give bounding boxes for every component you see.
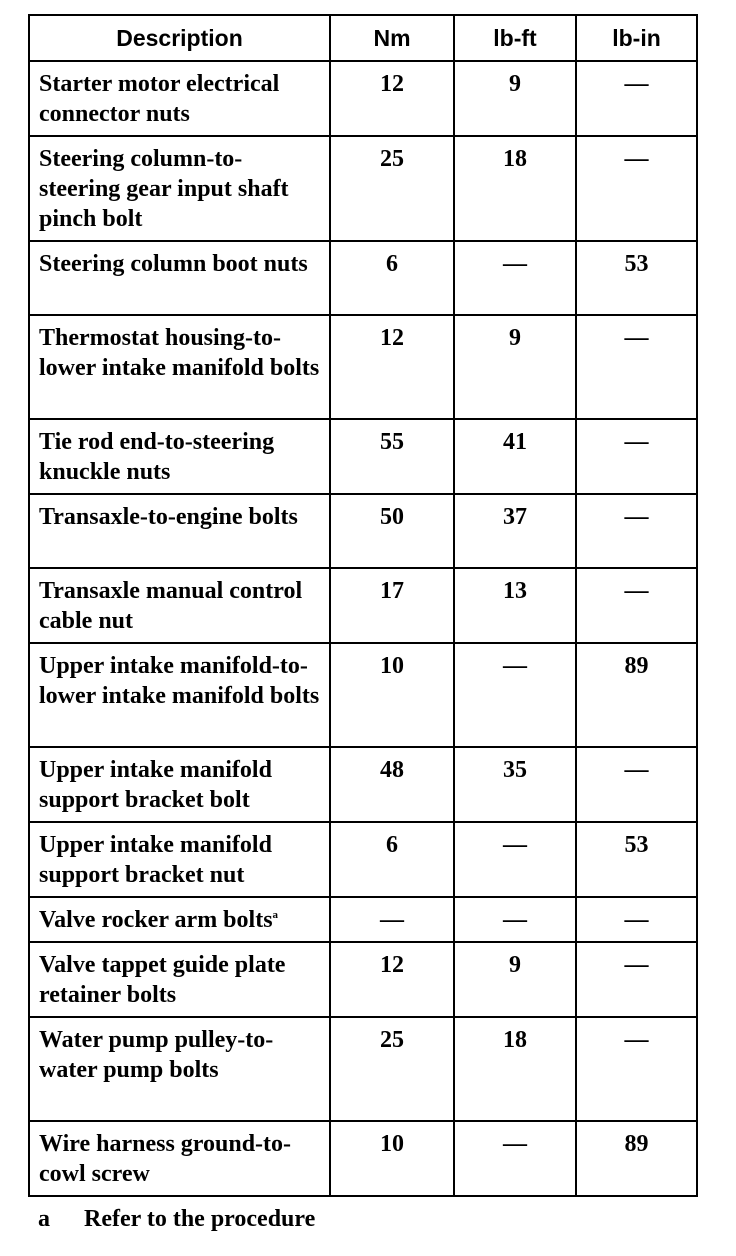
table-row: [29, 136, 697, 241]
row-lbft-value: —: [454, 241, 576, 315]
table-row: [29, 643, 697, 747]
table-row: [29, 822, 697, 897]
table-row: [29, 419, 697, 494]
row-lbin-value: 89: [576, 1121, 697, 1196]
row-description: [29, 897, 330, 942]
table-row: [29, 942, 697, 1017]
row-lbin-value: —: [576, 315, 697, 419]
table-row: [29, 241, 697, 315]
row-nm-value: 6: [330, 822, 454, 897]
row-lbin-value: 53: [576, 822, 697, 897]
row-description: Steering column boot nuts: [29, 241, 330, 315]
row-lbin-value: 89: [576, 643, 697, 747]
row-lbin-value: —: [576, 494, 697, 568]
row-lbft-value: 9: [454, 315, 576, 419]
row-lbft-value: —: [454, 643, 576, 747]
row-lbft-value: 9: [454, 942, 576, 1017]
row-description: Upper intake manifold-to-lower intake manifold bolts: [29, 643, 330, 747]
header-lbin: lb-in: [576, 15, 697, 61]
footnote-reference: a: [272, 909, 279, 921]
row-description: Steering column-to-steering gear input shaft pinch bolt: [29, 136, 330, 241]
row-nm-value: 6: [330, 241, 454, 315]
header-lbft: lb-ft: [454, 15, 576, 61]
row-lbft-value: —: [454, 822, 576, 897]
row-nm-value: 55: [330, 419, 454, 494]
footnote-text: Refer to the procedure: [84, 1206, 316, 1232]
header-row: [29, 15, 697, 61]
row-description: Transaxle manual control cable nut: [29, 568, 330, 643]
row-nm-value: 12: [330, 61, 454, 136]
table-row: [29, 1017, 697, 1121]
row-lbft-value: 41: [454, 419, 576, 494]
row-lbin-value: —: [576, 568, 697, 643]
row-nm-value: 12: [330, 942, 454, 1017]
row-description-text: Valve rocker arm bolts: [39, 907, 273, 933]
row-lbft-value: —: [454, 897, 576, 942]
table-row: [29, 61, 697, 136]
row-nm-value: 17: [330, 568, 454, 643]
row-description: Upper intake manifold support bracket bolt: [29, 747, 330, 822]
table-row: [29, 747, 697, 822]
row-description: Tie rod end-to-steering knuckle nuts: [29, 419, 330, 494]
header-nm: Nm: [330, 15, 454, 61]
row-nm-value: —: [330, 897, 454, 942]
row-lbin-value: —: [576, 136, 697, 241]
row-description: Valve tappet guide plate retainer bolts: [29, 942, 330, 1017]
table-row: [29, 315, 697, 419]
footnote: [38, 1204, 315, 1234]
row-nm-value: 48: [330, 747, 454, 822]
table-row: [29, 1121, 697, 1196]
row-lbin-value: —: [576, 61, 697, 136]
row-nm-value: 10: [330, 643, 454, 747]
row-lbft-value: 18: [454, 1017, 576, 1121]
row-lbft-value: 37: [454, 494, 576, 568]
header-description: Description: [29, 15, 330, 61]
row-lbft-value: 9: [454, 61, 576, 136]
row-description: Thermostat housing-to-lower intake manifold bolts: [29, 315, 330, 419]
row-description: Transaxle-to-engine bolts: [29, 494, 330, 568]
row-description: Water pump pulley-to-water pump bolts: [29, 1017, 330, 1121]
row-nm-value: 50: [330, 494, 454, 568]
row-lbin-value: —: [576, 942, 697, 1017]
row-lbft-value: 13: [454, 568, 576, 643]
torque-spec-table: [28, 14, 698, 1197]
row-nm-value: 12: [330, 315, 454, 419]
row-lbin-value: —: [576, 419, 697, 494]
row-lbin-value: —: [576, 1017, 697, 1121]
row-lbft-value: 35: [454, 747, 576, 822]
table-row: [29, 897, 697, 942]
row-lbin-value: —: [576, 897, 697, 942]
row-lbin-value: 53: [576, 241, 697, 315]
table-row: [29, 568, 697, 643]
table-row: [29, 494, 697, 568]
row-lbin-value: —: [576, 747, 697, 822]
row-nm-value: 25: [330, 1017, 454, 1121]
row-nm-value: 10: [330, 1121, 454, 1196]
row-lbft-value: 18: [454, 136, 576, 241]
row-nm-value: 25: [330, 136, 454, 241]
row-description: Upper intake manifold support bracket nut: [29, 822, 330, 897]
row-description: Wire harness ground-to-cowl screw: [29, 1121, 330, 1196]
row-lbft-value: —: [454, 1121, 576, 1196]
row-description: Starter motor electrical connector nuts: [29, 61, 330, 136]
footnote-marker: a: [38, 1206, 50, 1232]
